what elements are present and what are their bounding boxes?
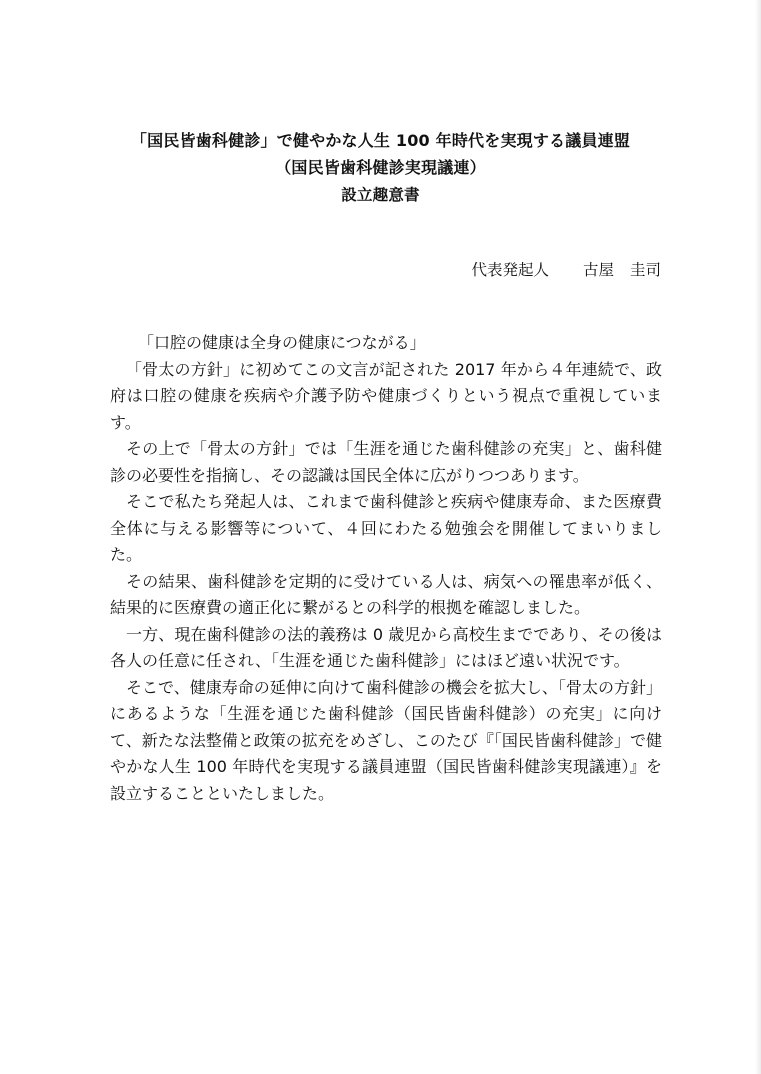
author-given-name: 圭司: [629, 261, 661, 279]
paragraph-2: 「骨太の方針」に初めてこの文言が記された 2017 年から４年連続で、政府は口腔の健康を疾病や介護予防や健康づくりという視点で重視しています。: [110, 359, 662, 432]
document-subtitle: （国民皆歯科健診実現議連）: [275, 158, 486, 177]
document-body: [110, 330, 662, 807]
paragraph-3: その上で「骨太の方針」では「生涯を通じた歯科健診の充実」と、歯科健診の必要性を指摘し、その認識は国民全体に広がりつつあります。: [110, 439, 662, 485]
paragraph-1: 「口腔の健康は全身の健康につながる」: [138, 333, 426, 352]
paragraph-7: そこで、健康寿命の延伸に向けて歯科健診の機会を拡大し、「骨太の方針」にあるような「生涯を通じた歯科健診（国民皆歯科健診）の充実」に向けて、新たな法整備と政策の拡充をめざし、このたび『「国民皆歯科健診」で健やかな人生 100 年時代を実現する議員連盟（国民皆歯科健診実現議連）』を設立することといたしました。: [110, 677, 662, 803]
author-line: [471, 258, 661, 280]
paragraph-6: 一方、現在歯科健診の法的義務は 0 歳児から高校生までであり、その後は各人の任意に任され、「生涯を通じた歯科健診」にはほど遠い状況です。: [110, 624, 662, 670]
paragraph-5: その結果、歯科健診を定期的に受けている人は、病気への罹患率が低く、結果的に医療費の適正化に繋がるとの科学的根拠を確認しました。: [110, 571, 662, 617]
author-role: 代表発起人: [471, 261, 549, 279]
author-surname: 古屋: [582, 261, 614, 279]
document-title: 「国民皆歯科健診」で健やかな人生 100 年時代を実現する議員連盟: [130, 131, 631, 150]
paragraph-4: そこで私たち発起人は、これまで歯科健診と疾病や健康寿命、また医療費全体に与える影響等について、４回にわたる勉強会を開催してまいりました。: [110, 492, 662, 564]
document-heading: 設立趣意書: [341, 186, 420, 204]
